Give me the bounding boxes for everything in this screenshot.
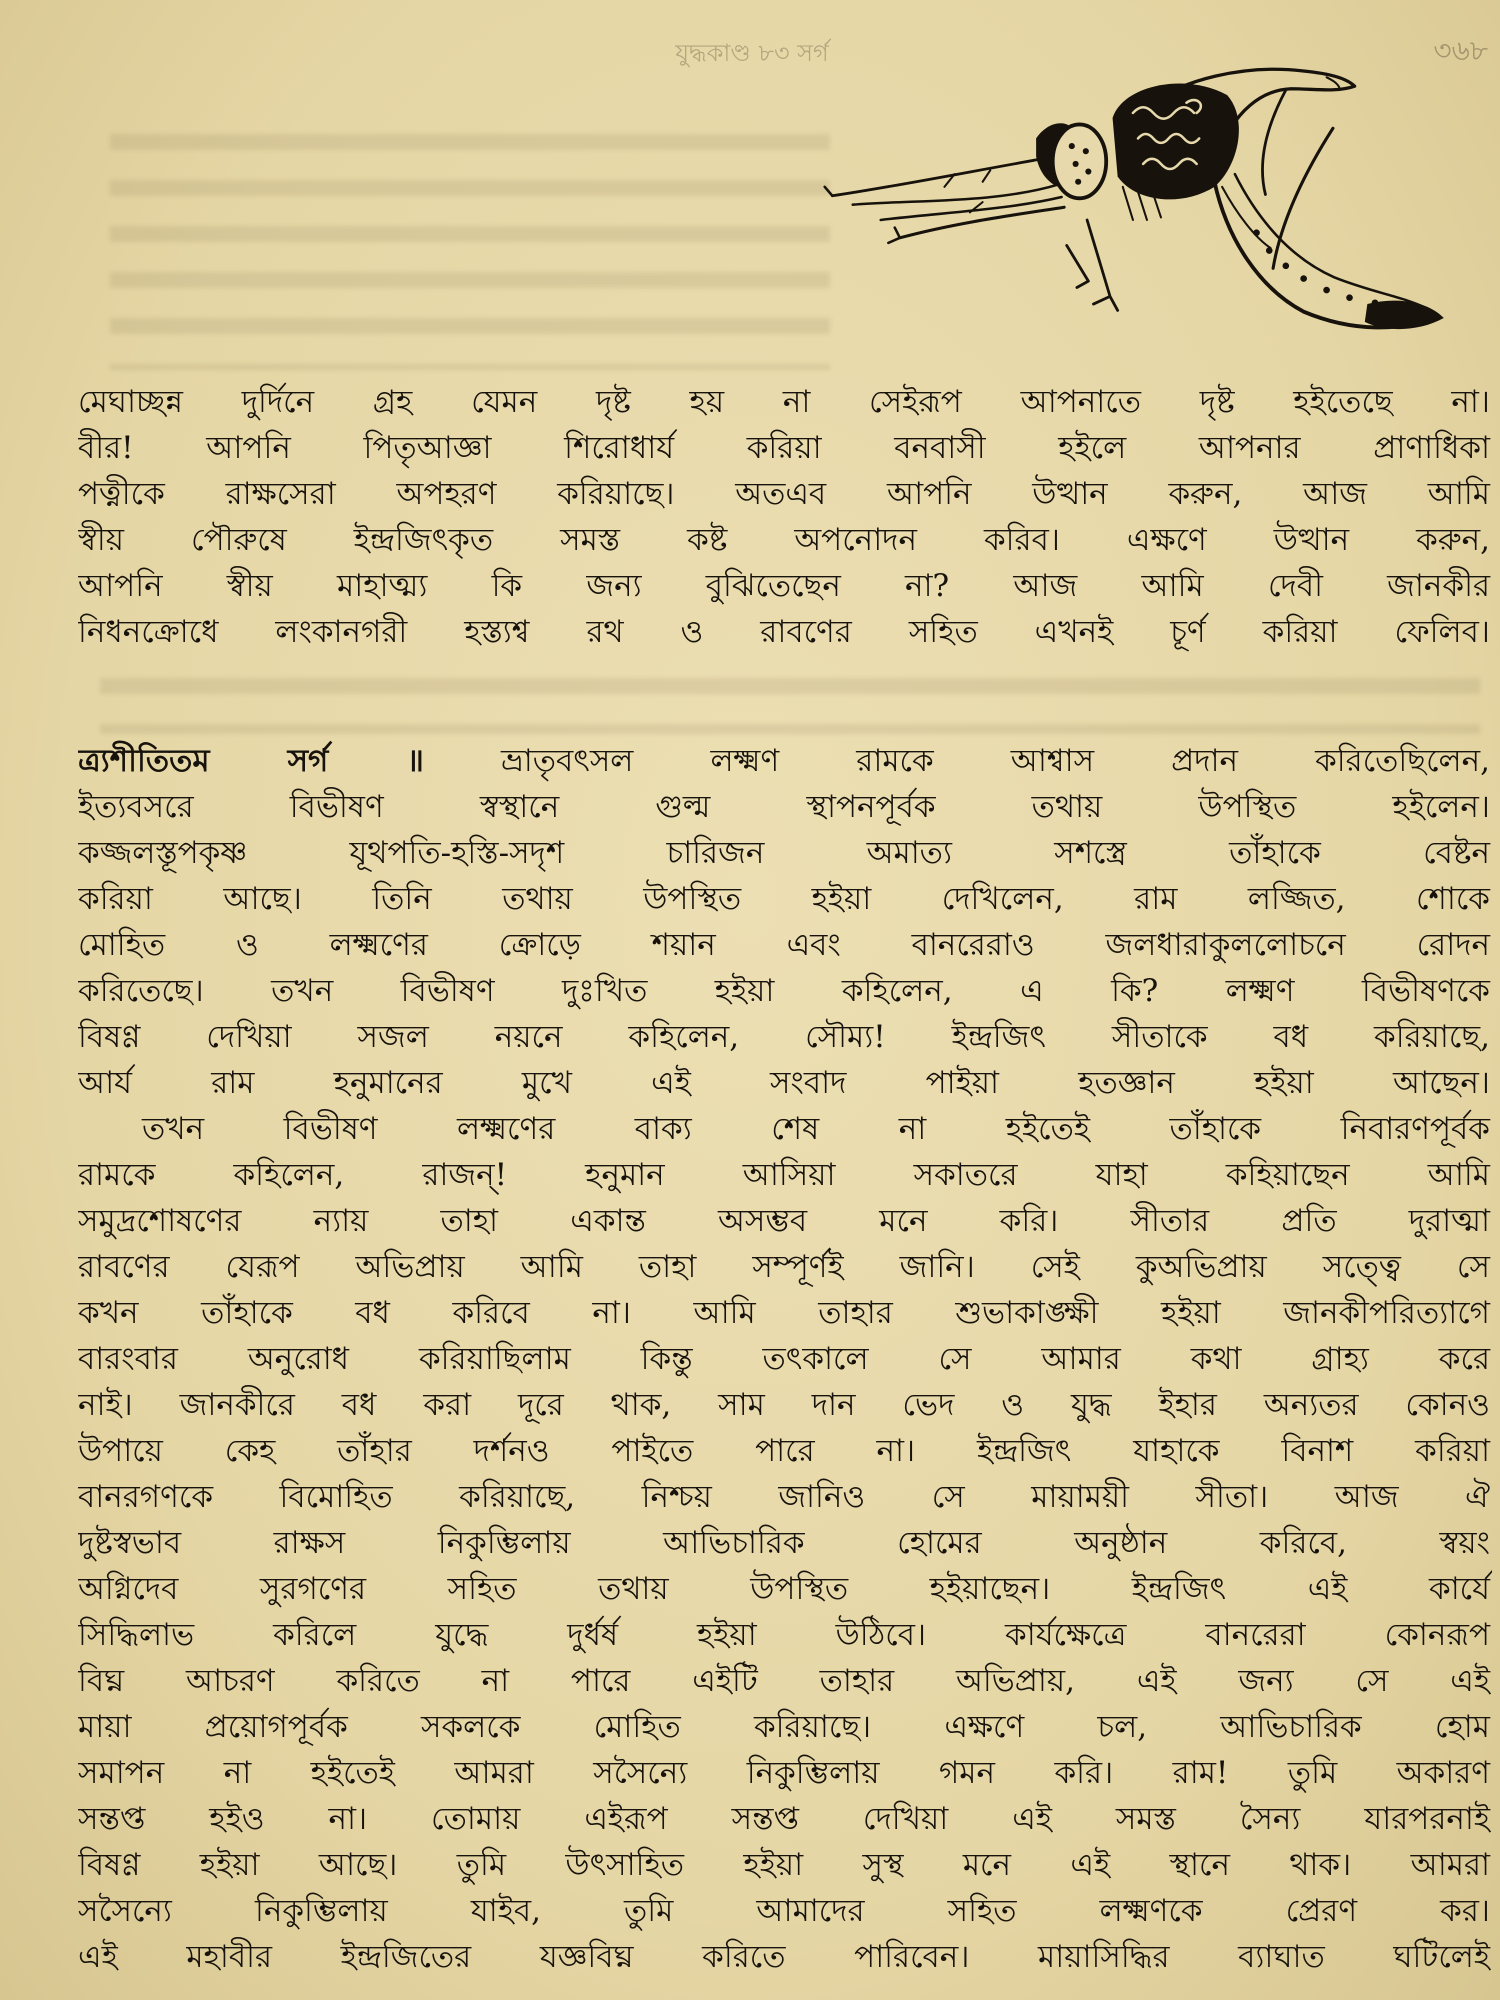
text-line [78,1934,1492,1980]
chapter-opening-text: ভ্রাতৃবৎসল লক্ষ্মণ রামকে আশ্বাস প্রদান করিতেছিলেন, [500,743,1490,779]
text-line [78,876,1492,922]
text-line-content: মোহিত ও লক্ষ্মণের ক্রোড়ে শয়ান এবং বানরেরাও জলধারাকুললোচনে রোদন [78,927,1490,963]
text-line-content: দুষ্টস্বভাব রাক্ষস নিকুম্ভিলায় আভিচারিক হোমের অনুষ্ঠান করিবে, স্বয়ং [78,1525,1490,1561]
text-line [78,1658,1492,1704]
text-line [78,1290,1492,1336]
text-line [78,1704,1492,1750]
text-line-content: উপায়ে কেহ তাঁহার দর্শনও পাইতে পারে না। ইন্দ্রজিৎ যাহাকে বিনাশ করিয়া [78,1433,1490,1469]
text-line-content: সিদ্ধিলাভ করিলে যুদ্ধে দুর্ধর্ষ হইয়া উঠিবে। কার্যক্ষেত্রে বানরেরা কোনরূপ [78,1617,1490,1653]
text-line-content: সমুদ্রশোষণের ন্যায় তাহা একান্ত অসম্ভব মনে করি। সীতার প্রতি দুরাত্মা [78,1203,1490,1239]
text-line [78,563,1492,609]
text-line [78,425,1492,471]
text-line-content [78,738,1490,784]
text-line [78,1336,1492,1382]
page-number: ৩৬৮ [1433,34,1488,67]
text-line-content: সমাপন না হইতেই আমরা সসৈন্যে নিকুম্ভিলায় গমন করি। রাম! তুমি অকারণ [78,1755,1490,1791]
text-line [78,609,1492,655]
text-line [78,379,1492,425]
text-line-content: মেঘাচ্ছন্ন দুর্দিনে গ্রহ যেমন দৃষ্ট হয় না সেইরূপ আপনাতে দৃষ্ট হইতেছে না। [78,384,1490,420]
text-line-content: করিয়া আছে। তিনি তথায় উপস্থিত হইয়া দেখিলেন, রাম লজ্জিত, শোকে [78,881,1490,917]
text-line [78,1750,1492,1796]
text-line [78,1796,1492,1842]
paragraph-chapter-83 [78,738,1492,1980]
text-line-content: রাবণের যেরূপ অভিপ্রায় আমি তাহা সম্পূর্ণই জানি। সেই কুঅভিপ্রায় সত্ত্বে সে [78,1249,1490,1285]
text-line-content: নিধনক্রোধে লংকানগরী হস্ত্যশ্ব রথ ও রাবণের সহিত এখনই চূর্ণ করিয়া ফেলিব। [78,614,1490,650]
chapter-opening-line [78,738,1492,784]
text-line-content: রামকে কহিলেন, রাজন্! হনুমান আসিয়া সকাতরে যাহা কহিয়াছেন আমি [78,1157,1490,1193]
text-line-content: তখন বিভীষণ লক্ষ্মণের বাক্য শেষ না হইতেই তাঁহাকে নিবারণপূর্বক [142,1111,1490,1147]
text-line-content: করিতেছে। তখন বিভীষণ দুঃখিত হইয়া কহিলেন, এ কি? লক্ষ্মণ বিভীষণকে [78,973,1490,1009]
text-line-content: কজ্জলস্তূপকৃষ্ণ যূথপতি-হস্তি-সদৃশ চারিজন অমাত্য সশস্ত্রে তাঁহাকে বেষ্টন [78,835,1490,871]
text-line-content: বানরগণকে বিমোহিত করিয়াছে, নিশ্চয় জানিও সে মায়াময়ী সীতা। আজ ঐ [78,1479,1490,1515]
text-line [78,784,1492,830]
indented-text-line [78,1106,1492,1152]
text-line [78,1566,1492,1612]
reverse-page-bleed-through [110,120,830,370]
text-line-content: এই মহাবীর ইন্দ্রজিতের যজ্ঞবিঘ্ন করিতে পারিবেন। মায়াসিদ্ধির ব্যাঘাত ঘটিলেই [78,1939,1490,1975]
text-line [78,1060,1492,1106]
text-line [78,1198,1492,1244]
text-line [78,517,1492,563]
text-line-content: আপনি স্বীয় মাহাত্ম্য কি জন্য বুঝিতেছেন না? আজ আমি দেবী জানকীর [78,568,1490,604]
text-line [78,968,1492,1014]
text-line [78,1520,1492,1566]
text-line-content: বিষণ্ণ দেখিয়া সজল নয়নে কহিলেন, সৌম্য! ইন্দ্রজিৎ সীতাকে বধ করিয়াছে, [78,1019,1490,1055]
text-line [78,1014,1492,1060]
running-header-title: যুদ্ধকাণ্ড ৮৩ সর্গ [675,39,829,67]
text-line [78,1428,1492,1474]
text-line-content: সন্তপ্ত হইও না। তোমায় এইরূপ সন্তপ্ত দেখিয়া এই সমস্ত সৈন্য যারপরনাই [78,1801,1490,1837]
text-line-content: কখন তাঁহাকে বধ করিবে না। আমি তাহার শুভাকাঙ্ক্ষী হইয়া জানকীপরিত্যাগে [78,1295,1490,1331]
text-line-content: বীর! আপনি পিতৃআজ্ঞা শিরোধার্য করিয়া বনবাসী হইলে আপনার প্রাণাধিকা [78,430,1490,466]
text-line [78,922,1492,968]
text-line-content: ইত্যবসরে বিভীষণ স্বস্থানে গুল্ম স্থাপনপূর্বক তথায় উপস্থিত হইলেন। [78,789,1490,825]
text-line [78,1842,1492,1888]
chapter-heading: ত্র্যশীতিতম সর্গ ॥ [78,743,424,779]
text-line-content: বারংবার অনুরোধ করিয়াছিলাম কিন্তু তৎকালে সে আমার কথা গ্রাহ্য করে [78,1341,1490,1377]
text-line-content: মায়া প্রয়োগপূর্বক সকলকে মোহিত করিয়াছে। এক্ষণে চল, আভিচারিক হোম [78,1709,1490,1745]
text-line-content: বিষণ্ণ হইয়া আছে। তুমি উৎসাহিত হইয়া সুস্থ মনে এই স্থানে থাক। আমরা [78,1847,1490,1883]
text-line [78,471,1492,517]
text-line [78,1612,1492,1658]
text-line [78,1152,1492,1198]
text-line [78,1474,1492,1520]
bird-ornament-illustration [823,62,1448,355]
paragraph-continued-speech [78,379,1492,655]
text-line-content: বিঘ্ন আচরণ করিতে না পারে এইটি তাহার অভিপ্রায়, এই জন্য সে এই [78,1663,1490,1699]
text-line-content: নাই। জানকীরে বধ করা দূরে থাক, সাম দান ভেদ ও যুদ্ধ ইহার অন্যতর কোনও [78,1387,1490,1423]
text-line-content: পত্নীকে রাক্ষসেরা অপহরণ করিয়াছে। অতএব আপনি উত্থান করুন, আজ আমি [78,476,1490,512]
text-line-content: আর্য রাম হনুমানের মুখে এই সংবাদ পাইয়া হতজ্ঞান হইয়া আছেন। [78,1065,1490,1101]
text-line [78,1244,1492,1290]
reverse-page-bleed-through [100,664,1480,734]
text-line-content: স্বীয় পৌরুষে ইন্দ্রজিৎকৃত সমস্ত কষ্ট অপনোদন করিব। এক্ষণে উত্থান করুন, [78,522,1490,558]
text-line-content: সসৈন্যে নিকুম্ভিলায় যাইব, তুমি আমাদের সহিত লক্ষ্মণকে প্রেরণ কর। [78,1893,1490,1929]
text-line [78,830,1492,876]
text-line [78,1382,1492,1428]
text-line-content: অগ্নিদেব সুরগণের সহিত তথায় উপস্থিত হইয়াছেন। ইন্দ্রজিৎ এই কার্যে [78,1571,1490,1607]
text-line [78,1888,1492,1934]
